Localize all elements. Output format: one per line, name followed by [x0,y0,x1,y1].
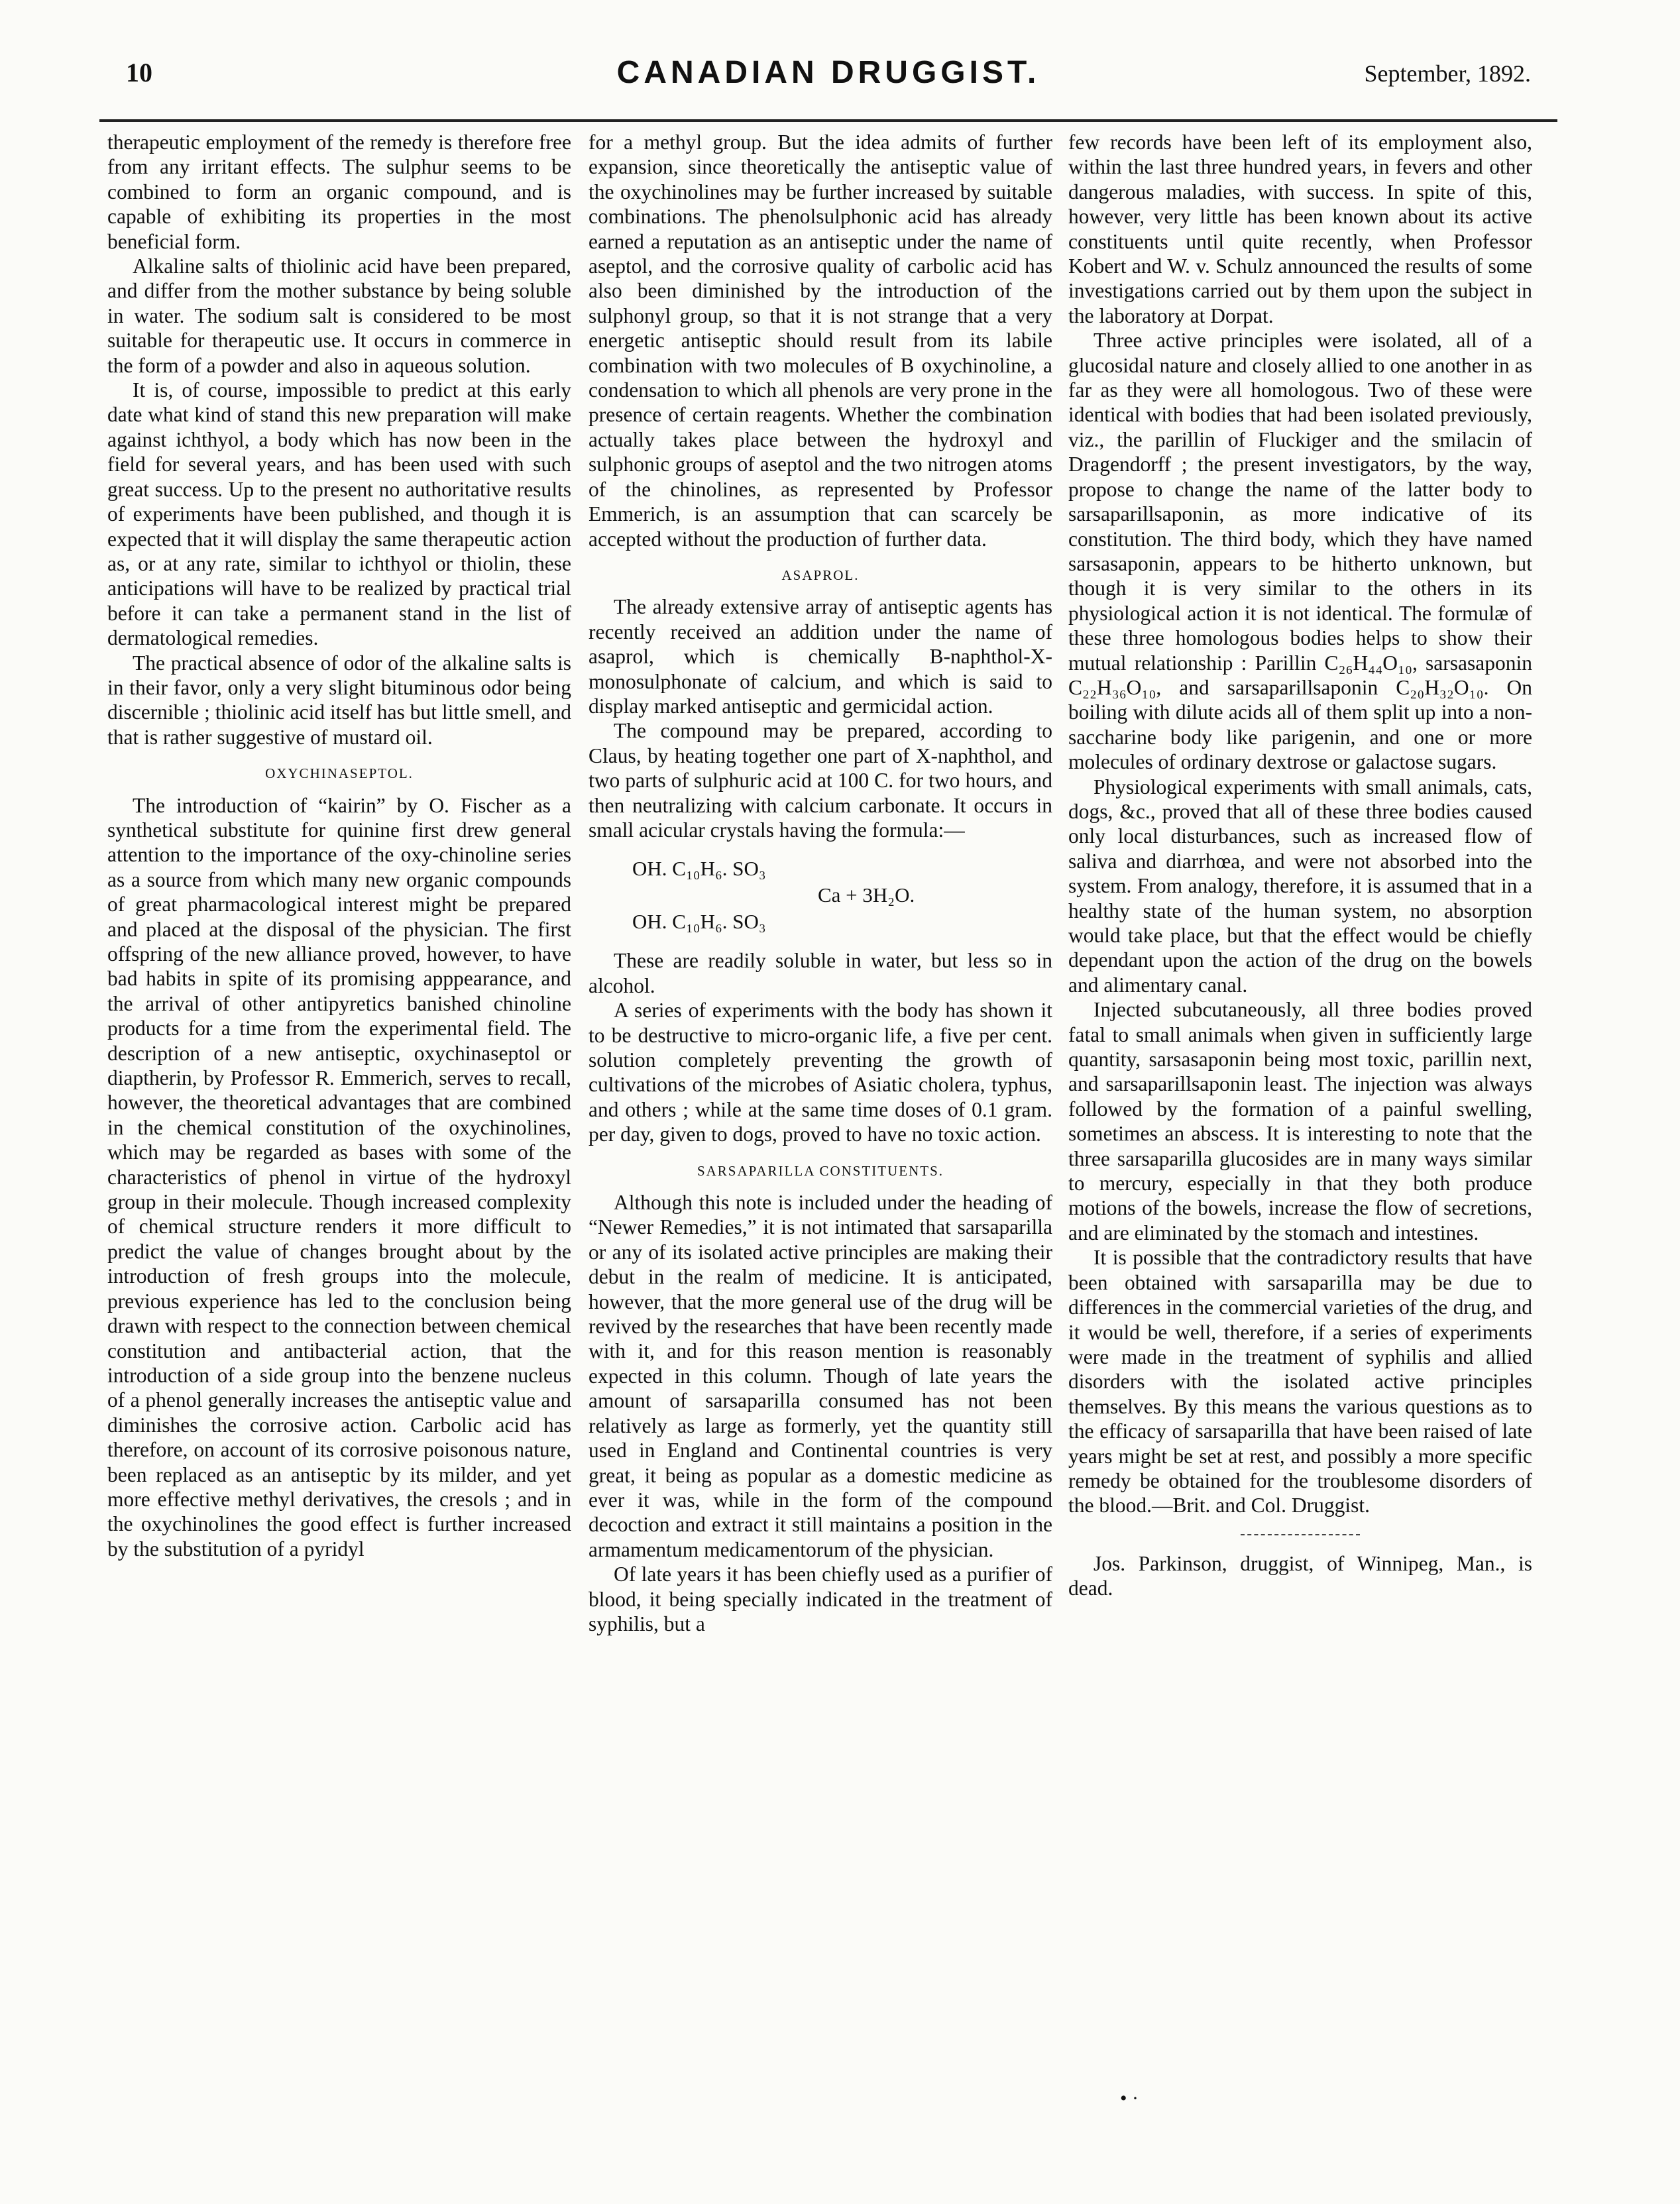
section-heading-oxychinaseptol: OXYCHINASEPTOL. [265,765,414,782]
paragraph: A series of experiments with the body has shown it to be destructive to micro-organic life, a five per cent. solution completely preventing the growth of cultivations of the microbes of Asiatic cholera, typhus, and others ; while at the same time doses of 0.1 gram. per day, given to dogs, proved to have no toxic action. [588,999,1052,1146]
column-3 [1068,130,1532,1601]
paragraph: The compound may be prepared, according to Claus, by heating together one part of X-naphthol, and two parts of sulphuric acid at 100 C. for two hours, and then neutralizing with calcium carbonate. It occurs in small acicular crystals having the formula:— [588,719,1052,842]
formula-line: OH. C₁₀H₆. SO₃ [632,857,766,881]
paragraph: Physiological experiments with small animals, cats, dogs, &c., proved that all of these three bodies caused only local disturbances, such as increased flow of saliva and diarrhœa, and were not absorbed into the system. From analogy, therefore, it is assumed that in a healthy state of the human system, no absorption would take place, but that the effect would be chiefly dependant upon the action of the drug on the bowels and alimentary canal. [1068,775,1532,997]
paragraph: Although this note is included under the heading of “Newer Remedies,” it is not intimated that sarsaparilla or any of its isolated active principles are making their debut in the realm of medicine. It is anticipated, however, that the more general use of the drug will be revived by the researches that have been recently made with it, and for this reason mention is reasonably expected in this column. Though of late years the amount of sarsaparilla consumed has not been relatively as large as formerly, yet the quantity still used in England and Continental countries is very great, it being as popular as a domestic medicine as ever it was, while in the form of the compound decoction and extract it still maintains a position in the armamentum medicamentorum of the physician. [588,1191,1052,1561]
page-header [126,57,1531,97]
paragraph: It is, of course, impossible to predict at this early date what kind of stand this new preparation will make against ichthyol, a body which has now been in the field for several years, and has been used with such great success. Up to the present no authoritative results of experiments have been published, and though it is expected that it will display the same therapeutic action as, or at any rate, similar to ichthyol or thiolin, these anticipations will have to be realized by practical trial before it can take a permanent stand in the list of dermatological remedies. [107,378,571,650]
column-2 [588,130,1052,1636]
footer-mark: • · [1120,2087,1139,2109]
page-number: 10 [126,58,152,87]
header-rule [99,119,1557,122]
paragraph: The already extensive array of antiseptic agents has recently received an addition under the name of asaprol, which is chemically B-naphthol-X-monosulphonate of calcium, and which is said to display marked antiseptic and germicidal action. [588,595,1052,718]
paragraph: Alkaline salts of thiolinic acid have been prepared, and differ from the mother substance by being soluble in water. The sodium salt is considered to be most suitable for therapeutic use. It occurs in commerce in the form of a powder and also in aqueous solution. [107,254,571,377]
paragraph: therapeutic employment of the remedy is therefore free from any irritant effects. The sulphur seems to be combined to form an organic compound, and is capable of exhibiting its properties in the most beneficial form. [107,131,571,253]
publication-title: CANADIAN DRUGGIST. [616,55,1040,90]
notice-paragraph: Jos. Parkinson, druggist, of Winnipeg, Man., is dead. [1068,1551,1532,1600]
formula-line: Ca + 3H₂O. [818,883,915,907]
paragraph: These are readily soluble in water, but less so in alcohol. [588,949,1052,997]
paragraph: Three active principles were isolated, all of a glucosidal nature and closely allied to one another in as far as they were all homologous. Two of these were identical with bodies that had been isolated previously, viz., the parillin of Fluckiger and the smilacin of Dragendorff ; the present investigators, by the way, propose to change the name of the latter body to sarsaparillsaponin, as more indicative of its constitution. The third body, which they have named sarsasaponin, appears to be hitherto unknown, but though it is very similar to the others in its physiological action it is not identical. The formulæ of these three homologous bodies helps to show their mutual relationship : Parillin C₂₆H₄₄O₁₀, sarsasaponin C₂₂H₃₆O₁₀, and sarsaparillsaponin C₂₀H₃₂O₁₀. On boiling with dilute acids all of them split up into a non-saccharine body like parigenin, and one or more molecules of ordinary dextrose or galactose sugars. [1068,329,1532,774]
chemical-formula [632,855,1052,935]
paragraph: It is possible that the contradictory results that have been obtained with sarsaparilla may be due to differences in the commercial varieties of the drug, and it would be well, therefore, if a series of experiments were made in the treatment of syphilis and allied disorders with the isolated active principles themselves. By this means the various questions as to the efficacy of sarsaparilla that have been raised of late years might be set at rest, and possibly a more specific remedy be obtained for the troublesome disorders of the blood.—Brit. and Col. Druggist. [1068,1246,1532,1517]
formula-line: OH. C₁₀H₆. SO₃ [632,910,766,934]
paragraph: The practical absence of odor of the alkaline salts is in their favor, only a very slight bituminous odor being discernible ; thiolinic acid itself has but little smell, and that is rather suggestive of mustard oil. [107,651,571,749]
section-heading-asaprol: ASAPROL. [781,567,860,583]
paragraph: for a methyl group. But the idea admits of further expansion, since theoretically the antiseptic value of the oxychinolines may be further increased by suitable combinations. The phenolsulphonic acid has already earned a reputation as an antiseptic under the name of aseptol, and the corrosive quality of carbolic acid has also been diminished by the introduction of the sulphonyl group, so that it is not strange that a very energetic antiseptic should result from its labile combination with two molecules of B oxychinoline, a condensation to which all phenols are very prone in the presence of certain reagents. Whether the combination actually takes place between the hydroxyl and sulphonic groups of aseptol and the two nitrogen atoms of the chinolines, as represented by Professor Emmerich, is an assumption that can scarcely be accepted without the production of further data. [588,131,1052,551]
column-1 [107,130,571,1561]
issue-date: September, 1892. [1364,60,1531,87]
paragraph: Of late years it has been chiefly used as a purifier of blood, it being specially indicated in the treatment of syphilis, but a [588,1563,1052,1635]
section-heading-sarsaparilla: SARSAPARILLA CONSTITUENTS. [697,1162,944,1179]
paragraph: few records have been left of its employment also, within the last three hundred years, in fevers and other dangerous maladies, with success. In spite of this, however, very little has been known about its active constituents until quite recently, when Professor Kobert and W. v. Schulz announced the results of some investigations carried out by them upon the subject in the laboratory at Dorpat. [1068,131,1532,327]
paragraph: Injected subcutaneously, all three bodies proved fatal to small animals when given in sufficiently large quantity, sarsasaponin being most toxic, parillin next, and sarsaparillsaponin least. The injection was always followed by the formation of a painful swelling, sometimes an abscess. It is interesting to note that the three sarsaparilla glucosides are in many ways similar to mercury, especially in that they both produce motions of the bowels, increase the flow of secretions, and are eliminated by the stomach and intestines. [1068,998,1532,1244]
paragraph: The introduction of “kairin” by O. Fischer as a synthetical substitute for quinine first drew general attention to the importance of the oxy-chinoline series as a source from which many new organic compounds of great pharmacological interest might be prepared and placed at the disposal of the physician. The first offspring of the new alliance proved, however, to have bad habits in spite of its promising apppearance, and the arrival of other antipyretics banished chinoline products for a time from the experimental field. The description of a new antiseptic, oxychinaseptol or diaptherin, by Professor R. Emmerich, serves to recall, however, the theoretical advantages that are combined in the chemical constitution of the oxychinolines, which may be regarded as bases with some of the characteristics of phenol in virtue of the hydroxyl group in their molecule. Though increased complexity of chemical structure renders it more difficult to predict the value of changes brought about by the introduction of fresh groups into the molecule, previous experience has led to the conclusion being drawn with respect to the connection between chemical constitution and antibacterial action, that the introduction of a side group into the benzene nucleus of a phenol generally increases the antiseptic value and diminishes the corrosive action. Carbolic acid has therefore, on account of its corrosive poisonous nature, been replaced as an antiseptic by its milder, and yet more effective methyl derivatives, the cresols ; and in the oxychinolines the good effect is further increased by the substitution of a pyridyl [107,793,571,1561]
divider [1241,1534,1360,1535]
